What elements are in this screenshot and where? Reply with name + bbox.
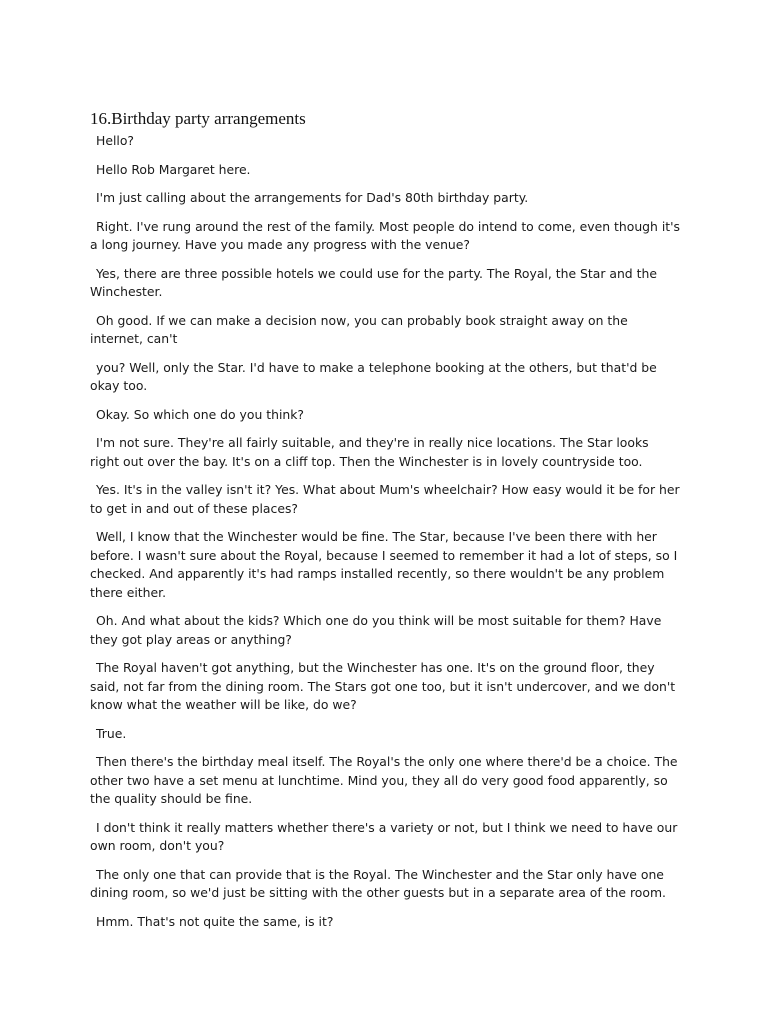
paragraph: True. [96,725,127,741]
paragraph: you? Well, only the Star. I'd have to make a telephone booking at the others, but that'd be okay too. [90,359,657,393]
paragraph: Then there's the birthday meal itself. The Royal's the only one where there'd be a choice. The other two have a set menu at lunchtime. Mind you, they all do very good food apparently, so the quality should be fine. [90,754,678,806]
paragraph: Hello Rob Margaret here. [96,161,251,177]
document-body [90,132,680,941]
paragraph: I don't think it really matters whether there's a variety or not, but I think we need to have our own room, don't you? [90,819,678,853]
paragraph: Hmm. That's not quite the same, is it? [96,913,334,929]
paragraph: Oh good. If we can make a decision now, you can probably book straight away on the internet, can't [90,312,628,346]
paragraph: Okay. So which one do you think? [96,406,305,422]
paragraph: Well, I know that the Winchester would be fine. The Star, because I've been there with her before. I wasn't sure about the Royal, because I seemed to remember it had a lot of steps, so I checked. And apparently it's had ramps installed recently, so there wouldn't be any problem there either. [90,529,678,600]
paragraph: I'm just calling about the arrangements for Dad's 80th birthday party. [96,190,529,205]
paragraph: Oh. And what about the kids? Which one do you think will be most suitable for them? Have they got play areas or anything? [90,613,662,647]
paragraph: Hello? [96,133,134,148]
paragraph: The only one that can provide that is the Royal. The Winchester and the Star only have one dining room, so we'd just be sitting with the other guests but in a separate area of the room. [90,866,666,900]
paragraph: Yes. It's in the valley isn't it? Yes. What about Mum's wheelchair? How easy would it be for her to get in and out of these places? [90,482,680,516]
paragraph: I'm not sure. They're all fairly suitable, and they're in really nice locations. The Star looks right out over the bay. It's on a cliff top. Then the Winchester is in lovely countryside too. [90,435,649,469]
paragraph: Yes, there are three possible hotels we could use for the party. The Royal, the Star and the Winchester. [90,265,657,299]
paragraph: The Royal haven't got anything, but the Winchester has one. It's on the ground floor, they said, not far from the dining room. The Stars got one too, but it isn't undercover, and we don't know what the weather will be like, do we? [90,660,676,712]
paragraph: Right. I've rung around the rest of the family. Most people do intend to come, even though it's a long journey. Have you made any progress with the venue? [90,218,681,252]
document-title: 16.Birthday party arrangements [90,109,306,128]
